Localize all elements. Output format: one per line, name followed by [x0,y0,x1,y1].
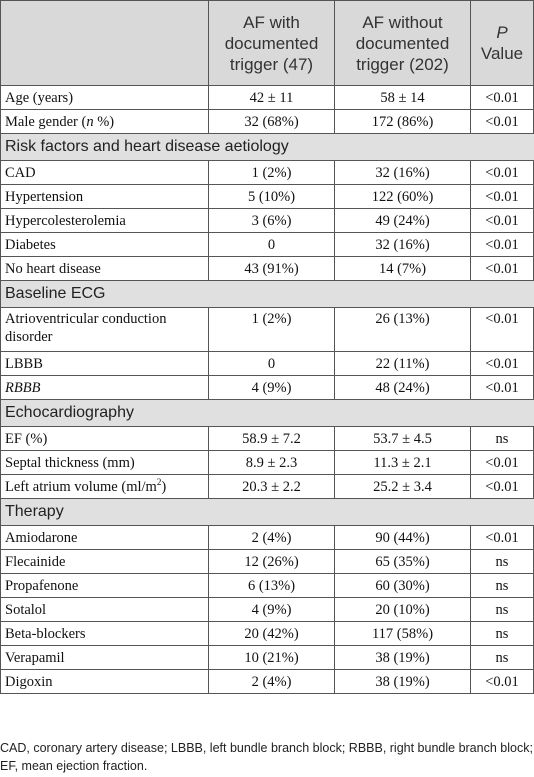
cell-with: 12 (26%) [209,550,335,574]
cell-with: 20 (42%) [209,622,335,646]
row-label: Propafenone [1,574,209,598]
table-row [1,209,534,233]
cell-without: 65 (35%) [335,550,471,574]
section-title: Therapy [1,499,534,526]
cell-with: 4 (9%) [209,598,335,622]
cell-p: <0.01 [471,185,534,209]
cell-without: 53.7 ± 4.5 [335,427,471,451]
cell-with: 0 [209,233,335,257]
row-label: No heart disease [1,257,209,281]
label-part: %) [93,113,115,130]
table-row [1,352,534,376]
cell-without: 20 (10%) [335,598,471,622]
table-footnote: CAD, coronary artery disease; LBBB, left bundle branch block; RBBB, right bundle branch block; EF, mean ejection fraction. [0,741,533,773]
cell-with: 2 (4%) [209,670,335,694]
cell-without: 11.3 ± 2.1 [335,451,471,475]
cell-without: 48 (24%) [335,376,471,400]
header-value-word: Value [480,44,524,63]
cell-with: 32 (68%) [209,110,335,134]
row-label [1,110,209,134]
table-row [1,185,534,209]
header-with-trigger: AF with documented trigger (47) [209,1,335,86]
row-label: Digoxin [1,670,209,694]
section-row-therapy [1,499,534,526]
table-row [1,550,534,574]
row-label: Atrioventricular conduction disorder [1,308,209,352]
cell-without: 38 (19%) [335,670,471,694]
section-row-ecg [1,281,534,308]
table-row [1,670,534,694]
row-label: Flecainide [1,550,209,574]
cell-p: ns [471,646,534,670]
cell-without: 90 (44%) [335,526,471,550]
table-row [1,257,534,281]
label-superscript: 2 [156,476,162,487]
row-label: LBBB [1,352,209,376]
cell-with: 5 (10%) [209,185,335,209]
cell-p: ns [471,598,534,622]
cell-without: 122 (60%) [335,185,471,209]
cell-p: <0.01 [471,451,534,475]
cell-with: 0 [209,352,335,376]
table-row [1,646,534,670]
cell-p: <0.01 [471,233,534,257]
row-label [1,475,209,499]
cell-without: 14 (7%) [335,257,471,281]
cell-p: ns [471,622,534,646]
label-part: Left atrium volume (ml/m [5,478,157,495]
cell-with: 4 (9%) [209,376,335,400]
cell-with: 43 (91%) [209,257,335,281]
row-label: EF (%) [1,427,209,451]
table-row [1,574,534,598]
cell-with: 6 (13%) [209,574,335,598]
cell-with: 1 (2%) [209,161,335,185]
cell-p: <0.01 [471,475,534,499]
table-row [1,110,534,134]
cell-with: 58.9 ± 7.2 [209,427,335,451]
cell-p: <0.01 [471,526,534,550]
row-label: Sotalol [1,598,209,622]
cell-p: <0.01 [471,308,534,352]
table-row [1,86,534,110]
header-without-trigger: AF without documented trigger (202) [335,1,471,86]
cell-without: 25.2 ± 3.4 [335,475,471,499]
table-row [1,308,534,352]
table-row [1,233,534,257]
cell-with: 42 ± 11 [209,86,335,110]
table-row [1,475,534,499]
row-label: Hypertension [1,185,209,209]
cell-without: 26 (13%) [335,308,471,352]
cell-without: 32 (16%) [335,233,471,257]
row-label: Amiodarone [1,526,209,550]
cell-p: <0.01 [471,352,534,376]
cell-without: 49 (24%) [335,209,471,233]
cell-p: <0.01 [471,86,534,110]
row-label: Verapamil [1,646,209,670]
cell-p: <0.01 [471,161,534,185]
table-row [1,526,534,550]
section-title: Baseline ECG [1,281,534,308]
table-row [1,427,534,451]
cell-p: ns [471,550,534,574]
row-label: Hypercolesterolemia [1,209,209,233]
header-p-letter: P [496,23,508,42]
header-blank [1,1,209,86]
row-label: Age (years) [1,86,209,110]
cell-without: 172 (86%) [335,110,471,134]
cell-without: 60 (30%) [335,574,471,598]
label-part: Male gender ( [5,113,87,130]
cell-p: ns [471,427,534,451]
cell-with: 20.3 ± 2.2 [209,475,335,499]
section-row-risk [1,134,534,161]
cell-without: 22 (11%) [335,352,471,376]
row-label: Septal thickness (mm) [1,451,209,475]
cell-p: <0.01 [471,376,534,400]
cell-with: 8.9 ± 2.3 [209,451,335,475]
section-row-echo [1,400,534,427]
row-label: RBBB [1,376,209,400]
table-row [1,161,534,185]
cell-with: 1 (2%) [209,308,335,352]
cell-p: <0.01 [471,670,534,694]
cell-p: <0.01 [471,209,534,233]
cell-without: 32 (16%) [335,161,471,185]
cell-p: <0.01 [471,257,534,281]
section-title: Risk factors and heart disease aetiology [1,134,534,161]
label-italic-n: n [86,113,94,130]
row-label: Diabetes [1,233,209,257]
header-row [1,1,534,86]
cell-with: 2 (4%) [209,526,335,550]
table-row [1,622,534,646]
label-part: ) [161,478,167,495]
table-row [1,376,534,400]
cell-p: <0.01 [471,110,534,134]
section-title: Echocardiography [1,400,534,427]
cell-without: 58 ± 14 [335,86,471,110]
row-label: CAD [1,161,209,185]
cell-with: 3 (6%) [209,209,335,233]
cell-without: 117 (58%) [335,622,471,646]
row-label: Beta-blockers [1,622,209,646]
header-p-value [471,1,534,86]
cell-p: ns [471,574,534,598]
cell-with: 10 (21%) [209,646,335,670]
cell-without: 38 (19%) [335,646,471,670]
table-row [1,598,534,622]
table-row [1,451,534,475]
